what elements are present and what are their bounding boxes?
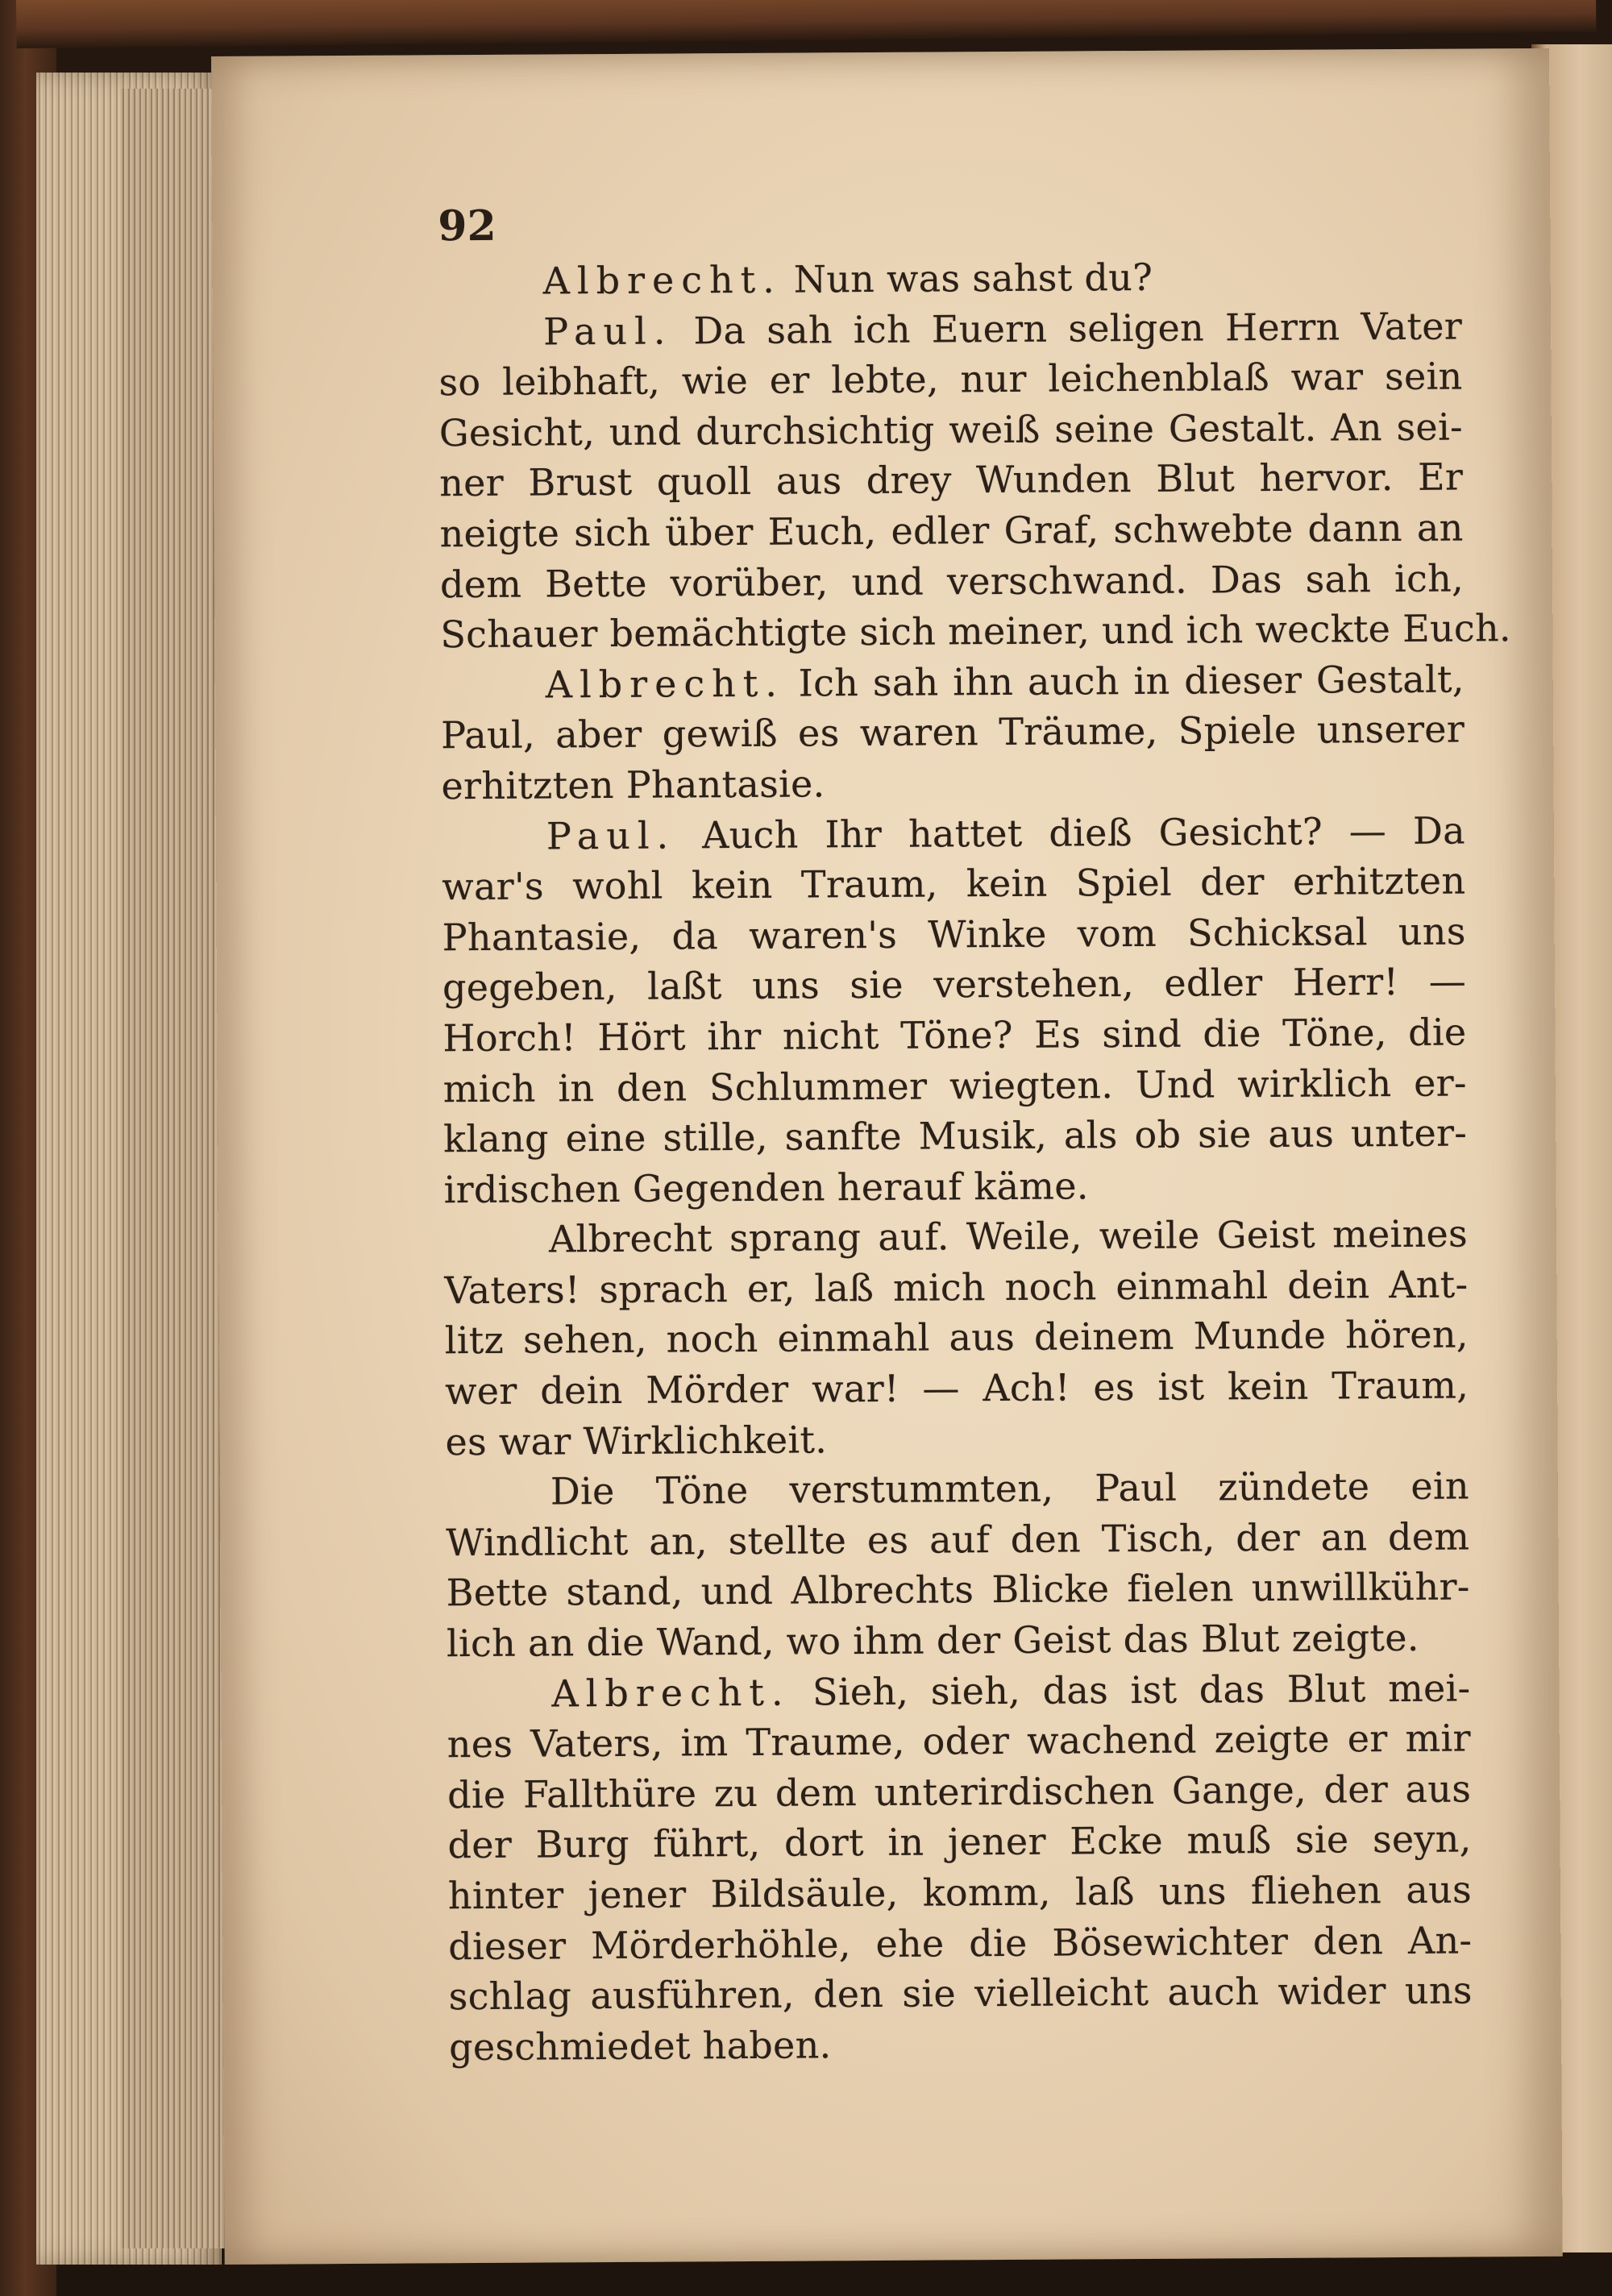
text-line (442, 856, 1465, 912)
line-text: Paul, aber gewiß es waren Träume, Spiele unserer (440, 707, 1465, 758)
text-line (441, 754, 1465, 811)
line-text: nes Vaters, im Traume, oder wachend zeigte er mir (447, 1716, 1471, 1767)
line-text: Gesicht, und durchsichtig weiß seine Gestalt. An sei- (438, 405, 1463, 455)
page-edges-inner (121, 89, 226, 2248)
speaker-name: Albrecht. (545, 661, 785, 707)
text-line (447, 1814, 1471, 1870)
text-line (439, 452, 1463, 509)
page-text (438, 251, 1512, 2073)
text-line (443, 1108, 1467, 1165)
line-text: litz sehen, noch einmahl aus deinem Munde hören, (444, 1312, 1469, 1363)
text-line (449, 2016, 1473, 2072)
text-line (442, 1007, 1466, 1063)
text-line (449, 1966, 1473, 2022)
line-text: Windlicht an, stellte es auf den Tisch, der an dem (446, 1514, 1470, 1565)
text-line (448, 1915, 1472, 1971)
text-line (447, 1713, 1471, 1770)
line-text: Vaters! sprach er, laß mich noch einmahl dein Ant- (444, 1262, 1469, 1313)
text-line (438, 251, 1462, 307)
text-line (444, 1209, 1468, 1265)
speaker-name: Albrecht. (551, 1670, 791, 1716)
line-text: Horch! Hört ihr nicht Töne? Es sind die Töne, die (442, 1010, 1467, 1061)
line-text: irdischen Gegenden herauf käme. (443, 1164, 1089, 1211)
text-line (445, 1410, 1469, 1467)
text-line (440, 553, 1464, 609)
text-line (439, 401, 1463, 458)
line-text: Ich sah ihn auch in dieser Gestalt, (783, 657, 1465, 705)
text-line (440, 604, 1512, 660)
line-text: mich in den Schlummer wiegten. Und wirklich er- (442, 1061, 1467, 1111)
line-text: dem Bette vorüber, und verschwand. Das sah ich, (439, 556, 1465, 606)
line-text: Schauer bemächtigte sich meiner, und ich weckte Euch. (440, 606, 1512, 657)
line-text: erhitzten Phantasie. (441, 762, 825, 808)
text-line (441, 704, 1465, 761)
text-line (438, 351, 1462, 408)
text-line (447, 1613, 1470, 1669)
line-text: gegeben, laßt uns sie verstehen, edler Herr! — (442, 959, 1467, 1010)
text-line (444, 1259, 1468, 1315)
text-line (442, 805, 1465, 862)
line-text: lich an die Wand, wo ihm der Geist das Blut zeigte. (446, 1615, 1419, 1666)
book-cover-edge (16, 0, 1597, 48)
book-page (211, 48, 1563, 2265)
line-text: es war Wirklichkeit. (445, 1418, 828, 1464)
speaker-name: Paul. (542, 309, 673, 354)
line-text: Sieh, sieh, das ist das Blut mei- (790, 1666, 1471, 1714)
line-text: Da sah ich Euern seligen Herrn Vater (672, 304, 1463, 353)
line-text: wer dein Mörder war! — Ach! es ist kein Traum, (444, 1363, 1469, 1414)
text-line (446, 1562, 1469, 1618)
text-line (443, 1158, 1467, 1214)
line-text: Auch Ihr hattet dieß Gesicht? — Da (675, 808, 1466, 857)
text-line (441, 654, 1465, 710)
line-text: so leibhaft, wie er lebte, nur leichenblaß war sein (438, 354, 1463, 405)
text-line (445, 1360, 1469, 1417)
line-text: klang eine stille, sanfte Musik, als ob sie aus unter- (443, 1111, 1468, 1161)
text-line (443, 1057, 1467, 1114)
line-text: hinter jener Bildsäule, komm, laß uns fliehen aus (447, 1867, 1473, 1918)
text-line (447, 1763, 1471, 1820)
text-line (446, 1461, 1469, 1518)
text-line (439, 502, 1463, 558)
text-line (445, 1310, 1469, 1366)
line-text: dieser Mörderhöhle, ehe die Bösewichter den An- (448, 1918, 1473, 1968)
line-text: geschmiedet haben. (448, 2023, 832, 2070)
line-text: schlag ausführen, den sie vielleicht auch wider uns (448, 1968, 1473, 2019)
line-text: war's wohl kein Traum, kein Spiel der erhitzten (442, 858, 1466, 909)
line-text: ner Brust quoll aus drey Wunden Blut hervor. Er (439, 455, 1464, 505)
line-text: Bette stand, und Albrechts Blicke fielen unwillkühr- (446, 1564, 1470, 1615)
page-number: 92 (438, 201, 496, 251)
text-line (448, 1864, 1472, 1920)
text-line (447, 1663, 1470, 1719)
speaker-name: Albrecht. (542, 257, 782, 303)
text-line (442, 906, 1465, 962)
text-line (442, 957, 1466, 1013)
text-line (446, 1511, 1469, 1567)
line-text: Nun was sahst du? (781, 255, 1153, 301)
line-text: Albrecht sprang auf. Weile, weile Geist meines (548, 1211, 1469, 1261)
line-text: neigte sich über Euch, edler Graf, schwebte dann an (439, 505, 1464, 556)
text-line (438, 301, 1462, 357)
line-text: Die Töne verstummten, Paul zündete ein (550, 1464, 1470, 1513)
line-text: die Fallthüre zu dem unterirdischen Gange, der aus (447, 1767, 1472, 1817)
line-text: Phantasie, da waren's Winke vom Schicksal uns (442, 909, 1466, 959)
speaker-name: Paul. (546, 813, 676, 858)
line-text: der Burg führt, dort in jener Ecke muß sie seyn, (447, 1816, 1472, 1867)
